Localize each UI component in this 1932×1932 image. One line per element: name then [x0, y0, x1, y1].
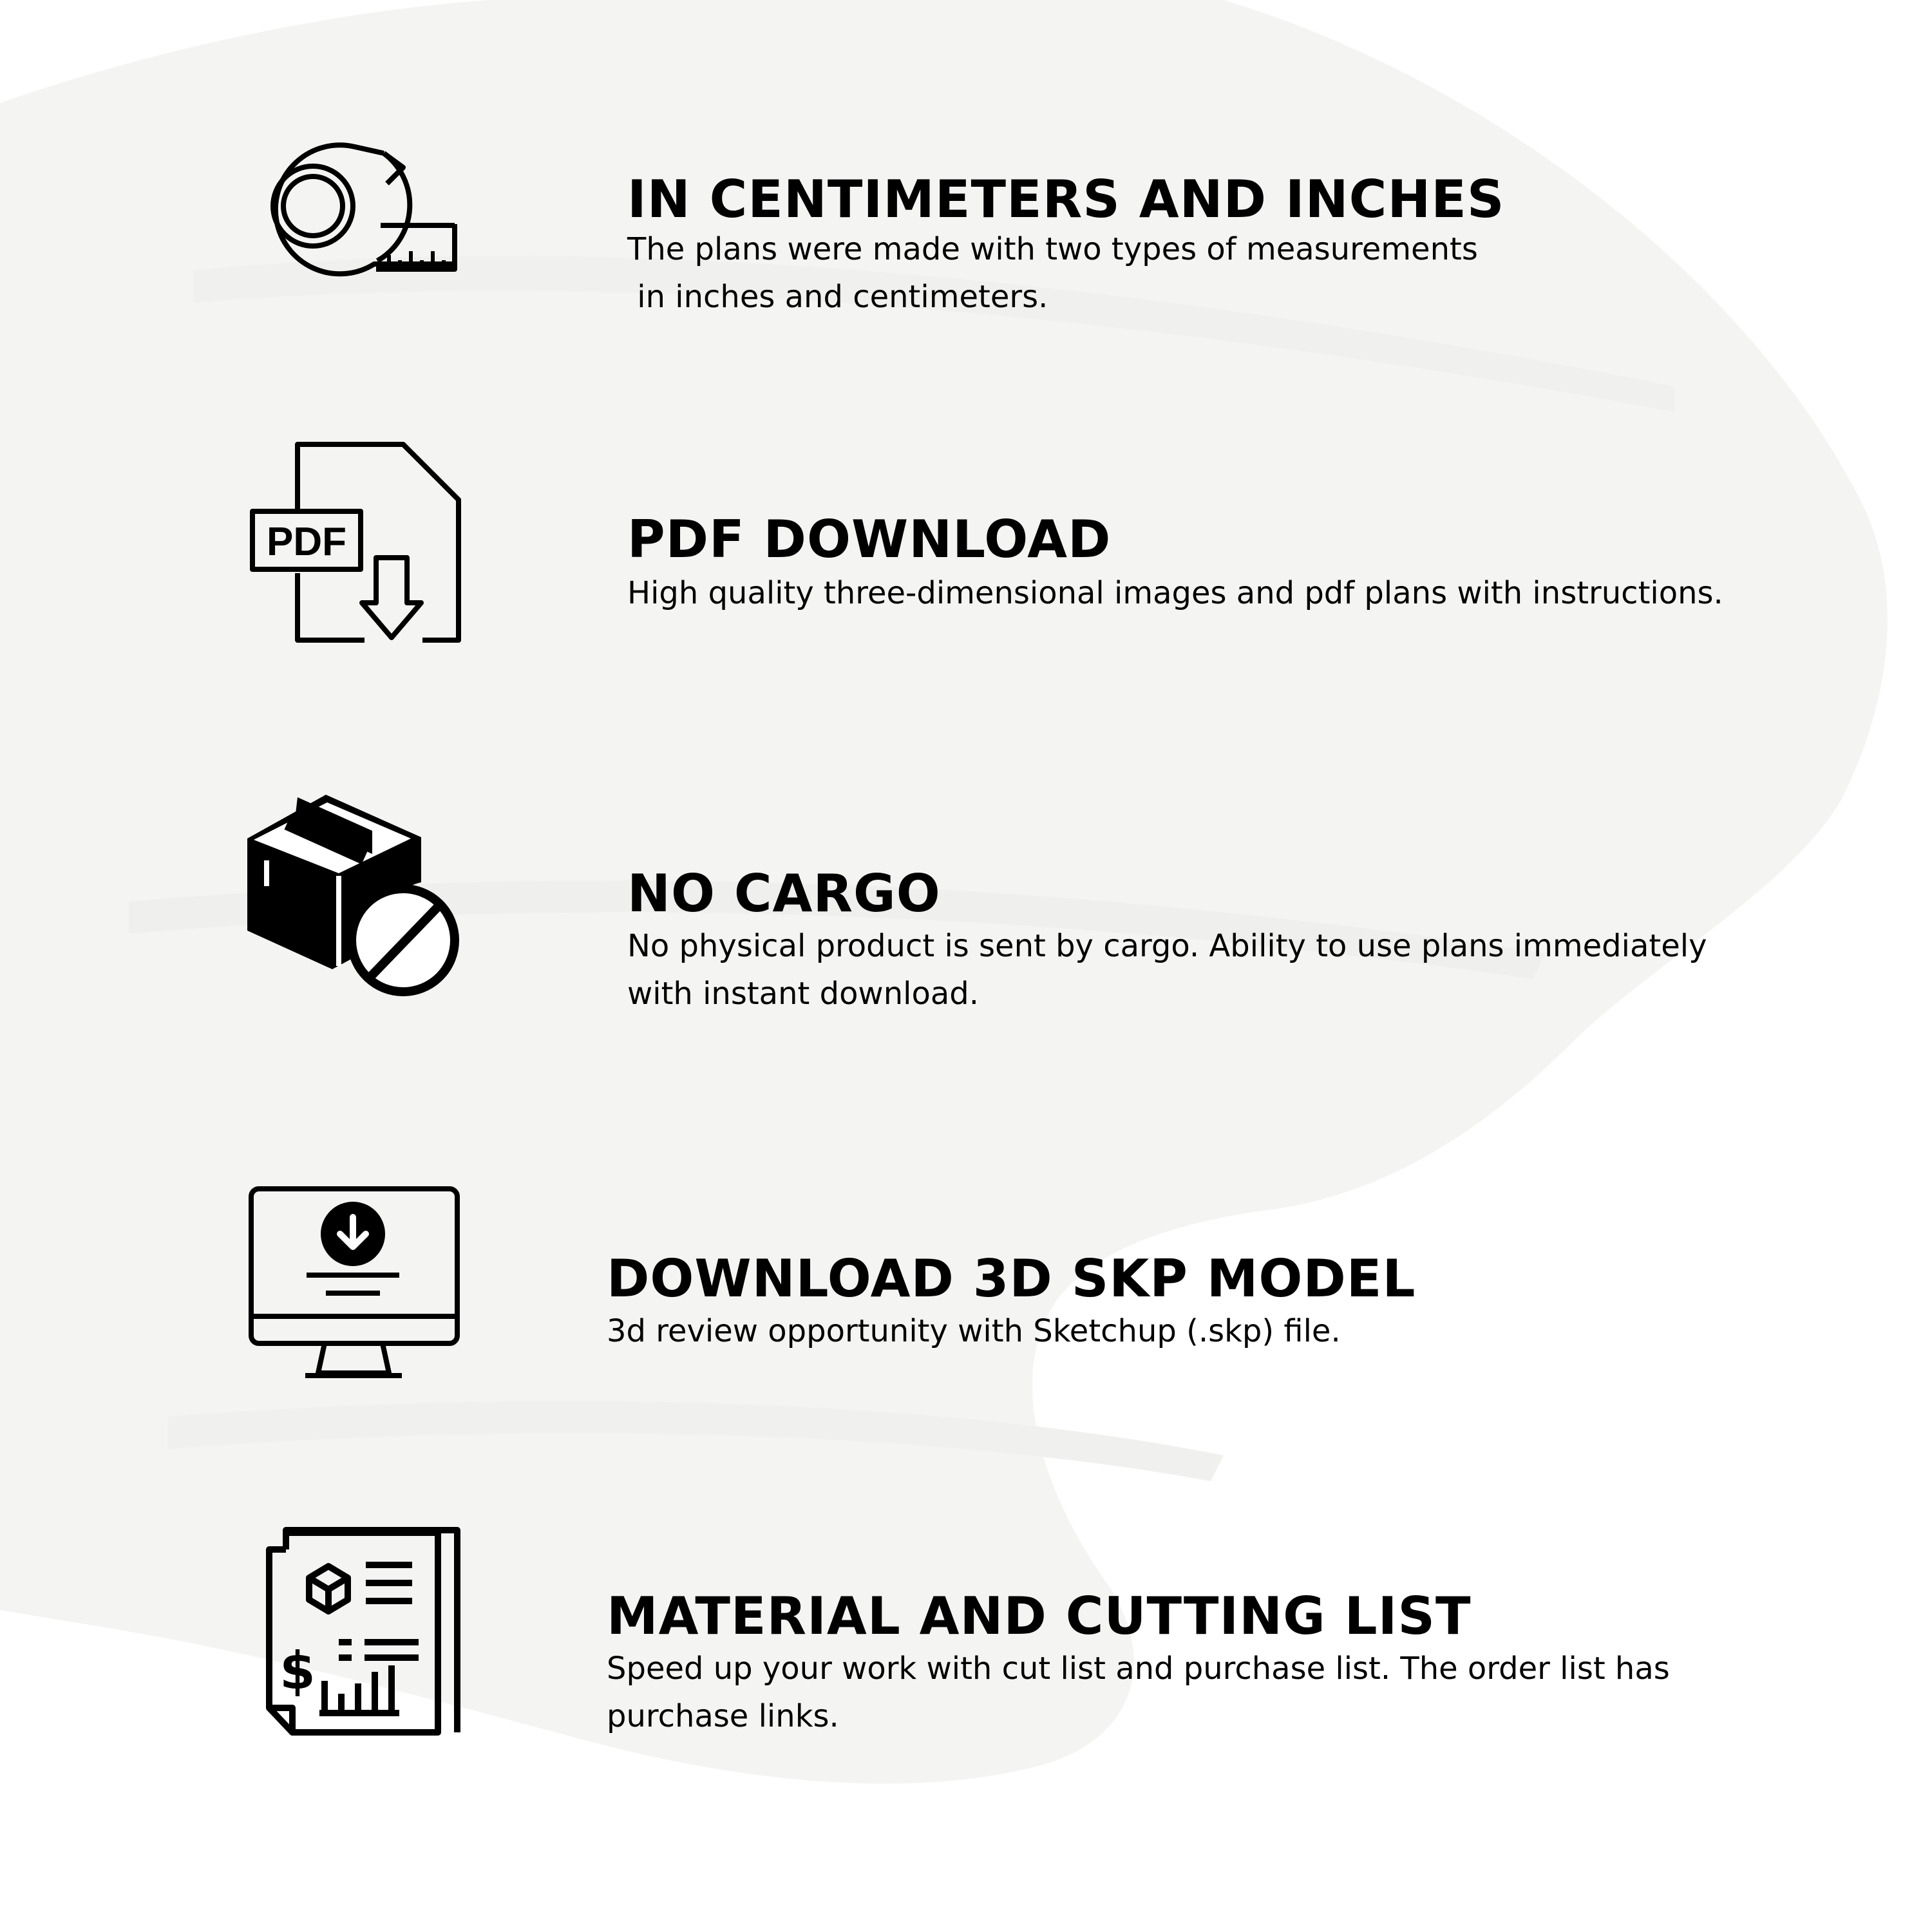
tape-measure-icon [242, 129, 461, 348]
no-cargo-icon [242, 786, 461, 1005]
feature-description [627, 569, 1889, 617]
description-line: Speed up your work with cut list and purchase list. The order list has [607, 1651, 1670, 1687]
feature-title: DOWNLOAD 3D SKP MODEL [607, 1249, 1416, 1309]
feature-item-skp-model [607, 1248, 1869, 1355]
pdf-label: PDF [267, 520, 346, 564]
description-line: with instant download. [627, 976, 979, 1012]
feature-description [627, 922, 1889, 1018]
feature-item-pdf [627, 509, 1889, 617]
feature-title: PDF DOWNLOAD [627, 509, 1112, 569]
feature-title: IN CENTIMETERS AND INCHES [627, 169, 1505, 229]
pdf-download-icon [242, 438, 461, 657]
feature-item-no-cargo [627, 863, 1889, 1018]
feature-description [627, 225, 1851, 321]
material-list-icon [258, 1520, 477, 1739]
description-line: in inches and centimeters. [627, 279, 1048, 315]
description-line: No physical product is sent by cargo. Ability to use plans immediately [627, 928, 1707, 964]
feature-item-material-list [607, 1586, 1869, 1740]
description-line: purchase links. [607, 1698, 839, 1734]
dollar-sign: $ [279, 1641, 316, 1701]
feature-item-measurements [627, 169, 1851, 321]
monitor-download-icon [242, 1182, 461, 1401]
feature-description [607, 1307, 1869, 1355]
feature-title: NO CARGO [627, 864, 941, 923]
feature-description [607, 1645, 1869, 1740]
description-line: 3d review opportunity with Sketchup (.skp) file. [607, 1313, 1341, 1349]
feature-title: MATERIAL AND CUTTING LIST [607, 1586, 1472, 1646]
description-line: The plans were made with two types of measurements [627, 231, 1478, 267]
description-line: High quality three-dimensional images and pdf plans with instructions. [627, 575, 1723, 611]
